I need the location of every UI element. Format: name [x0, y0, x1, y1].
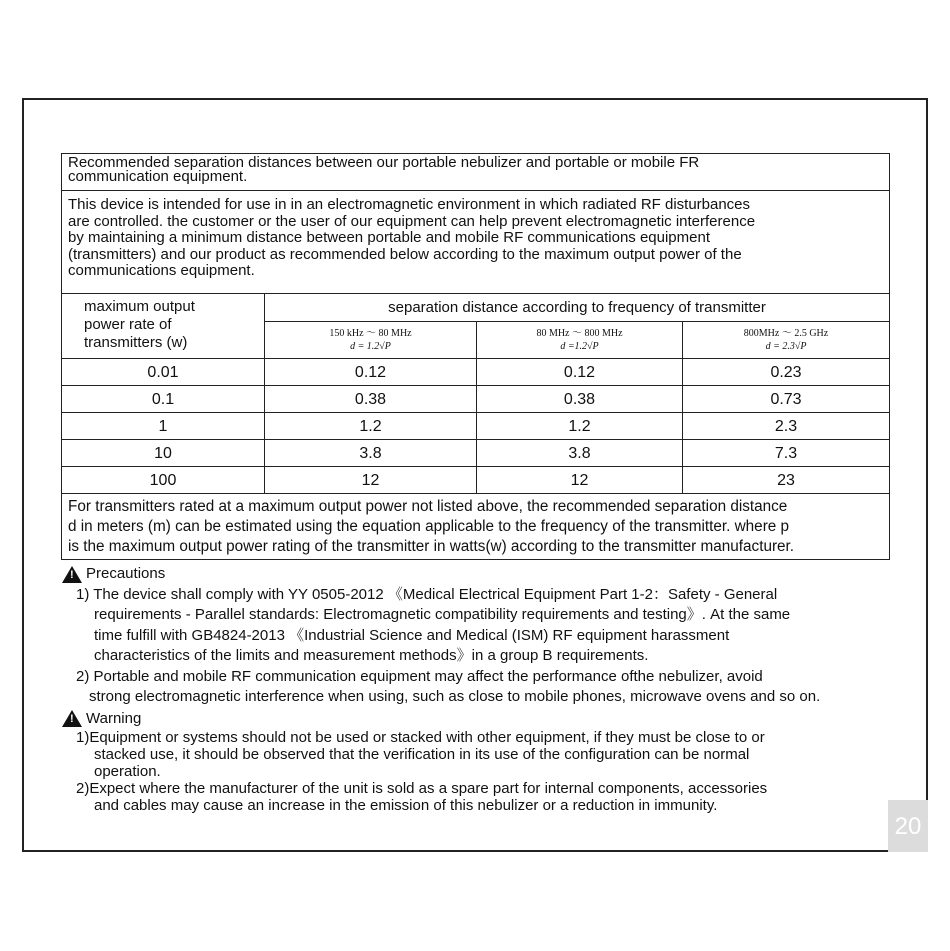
power-cell: 0.1: [62, 386, 265, 413]
warning-line: and cables may cause an increase in the emission of this nebulizer or a reduction in immunity.: [94, 797, 718, 814]
distance-cell: 23: [683, 467, 890, 494]
distance-cell: 1.2: [265, 413, 477, 440]
table-footnote-row: [62, 494, 890, 560]
notes-section: [62, 564, 922, 814]
distance-cell: 1.2: [477, 413, 683, 440]
distance-cell: 0.73: [683, 386, 890, 413]
footnote-line: For transmitters rated at a maximum output power not listed above, the recommended separation distance: [68, 498, 788, 515]
warning-triangle-icon: [62, 710, 82, 727]
distance-cell: 0.12: [477, 359, 683, 386]
distance-cell: 12: [265, 467, 477, 494]
power-cell: 0.01: [62, 359, 265, 386]
precaution-line: characteristics of the limits and measurement methods》in a group B requirements.: [94, 647, 649, 664]
precaution-line: strong electromagnetic interference when using, such as close to mobile phones, microwave ovens and so on.: [89, 688, 821, 705]
table-row: [62, 359, 890, 386]
precaution-line: time fulfill with GB4824-2013 《Industrial Science and Medical (ISM) RF equipment harassment: [94, 626, 730, 644]
freq-header-high: [683, 322, 890, 359]
page-number: 20: [888, 800, 928, 852]
distance-cell: 2.3: [683, 413, 890, 440]
freq-range: 800MHz ～ 2.5 GHz: [743, 328, 829, 340]
intro-line: communications equipment.: [68, 262, 255, 280]
header-line: maximum output: [84, 298, 195, 315]
warning-triangle-icon: [62, 566, 82, 583]
header-row: [62, 294, 890, 322]
precaution-line: 1) The device shall comply with YY 0505-2012 《Medical Electrical Equipment Part 1-2：Safety - General: [76, 585, 778, 603]
precaution-line: 2) Portable and mobile RF communication equipment may affect the performance ofthe nebulizer, avoid: [76, 667, 763, 685]
table-row: [62, 413, 890, 440]
table-intro: [62, 191, 890, 294]
warning-line: operation.: [94, 763, 161, 780]
distance-cell: 3.8: [265, 440, 477, 467]
power-cell: 100: [62, 467, 265, 494]
power-cell: 1: [62, 413, 265, 440]
intro-line: are controlled. the customer or the user of our equipment can help prevent electromagnetic interference: [68, 212, 756, 230]
warning-heading: [62, 709, 922, 730]
separation-group-header: separation distance according to frequency of transmitter: [265, 294, 890, 322]
table-footnote: [62, 494, 890, 560]
intro-line: (transmitters) and our product as recommended below according to the maximum output power of the: [68, 245, 742, 263]
freq-header-low: [265, 322, 477, 359]
precautions-heading: [62, 564, 922, 585]
freq-equation: d =1.2√P: [560, 341, 599, 353]
distance-cell: 0.12: [265, 359, 477, 386]
header-line: power rate of: [84, 316, 172, 333]
power-column-header: [62, 294, 265, 359]
table-title-line: communication equipment.: [68, 168, 248, 185]
freq-equation: d = 1.2√P: [350, 341, 391, 353]
table-row: [62, 386, 890, 413]
table-intro-row: [62, 191, 890, 294]
distance-cell: 0.38: [477, 386, 683, 413]
footnote-line: d in meters (m) can be estimated using the equation applicable to the frequency of the transmitter. where p: [68, 518, 790, 535]
warning-heading-text: Warning: [86, 709, 142, 727]
freq-header-mid: [477, 322, 683, 359]
table-title: [62, 154, 890, 191]
distance-cell: 0.23: [683, 359, 890, 386]
distance-cell: 3.8: [477, 440, 683, 467]
header-line: transmitters (w): [84, 334, 188, 351]
table-row: [62, 467, 890, 494]
freq-equation: d = 2.3√P: [765, 341, 807, 353]
precautions-heading-text: Precautions: [86, 565, 166, 582]
freq-range: 80 MHz ～ 800 MHz: [536, 328, 623, 340]
intro-line: This device is intended for use in in an electromagnetic environment in which radiated RF disturbances: [68, 196, 751, 213]
warning-line: 2)Expect where the manufacturer of the unit is sold as a spare part for internal components, accessories: [76, 780, 768, 797]
intro-line: by maintaining a minimum distance between portable and mobile RF communications equipment: [68, 229, 710, 247]
distance-cell: 0.38: [265, 386, 477, 413]
precaution-line: requirements - Parallel standards: Electromagnetic compatibility requirements and testing》. At the same: [94, 606, 791, 623]
distance-cell: 12: [477, 467, 683, 494]
table-title-row: [62, 154, 890, 191]
warning-line: stacked use, it should be observed that the verification in its use of the configuration can be normal: [94, 746, 750, 763]
footnote-line: is the maximum output power rating of the transmitter in watts(w) according to the transmitter manufacturer.: [68, 538, 795, 555]
warning-line: 1)Equipment or systems should not be used or stacked with other equipment, if they must be close to or: [76, 729, 765, 746]
distance-cell: 7.3: [683, 440, 890, 467]
power-cell: 10: [62, 440, 265, 467]
table-title-line: Recommended separation distances between our portable nebulizer and portable or mobile FR: [68, 154, 700, 171]
table-row: [62, 440, 890, 467]
freq-range: 150 kHz ～ 80 MHz: [329, 328, 412, 340]
separation-distance-table: [61, 153, 890, 560]
